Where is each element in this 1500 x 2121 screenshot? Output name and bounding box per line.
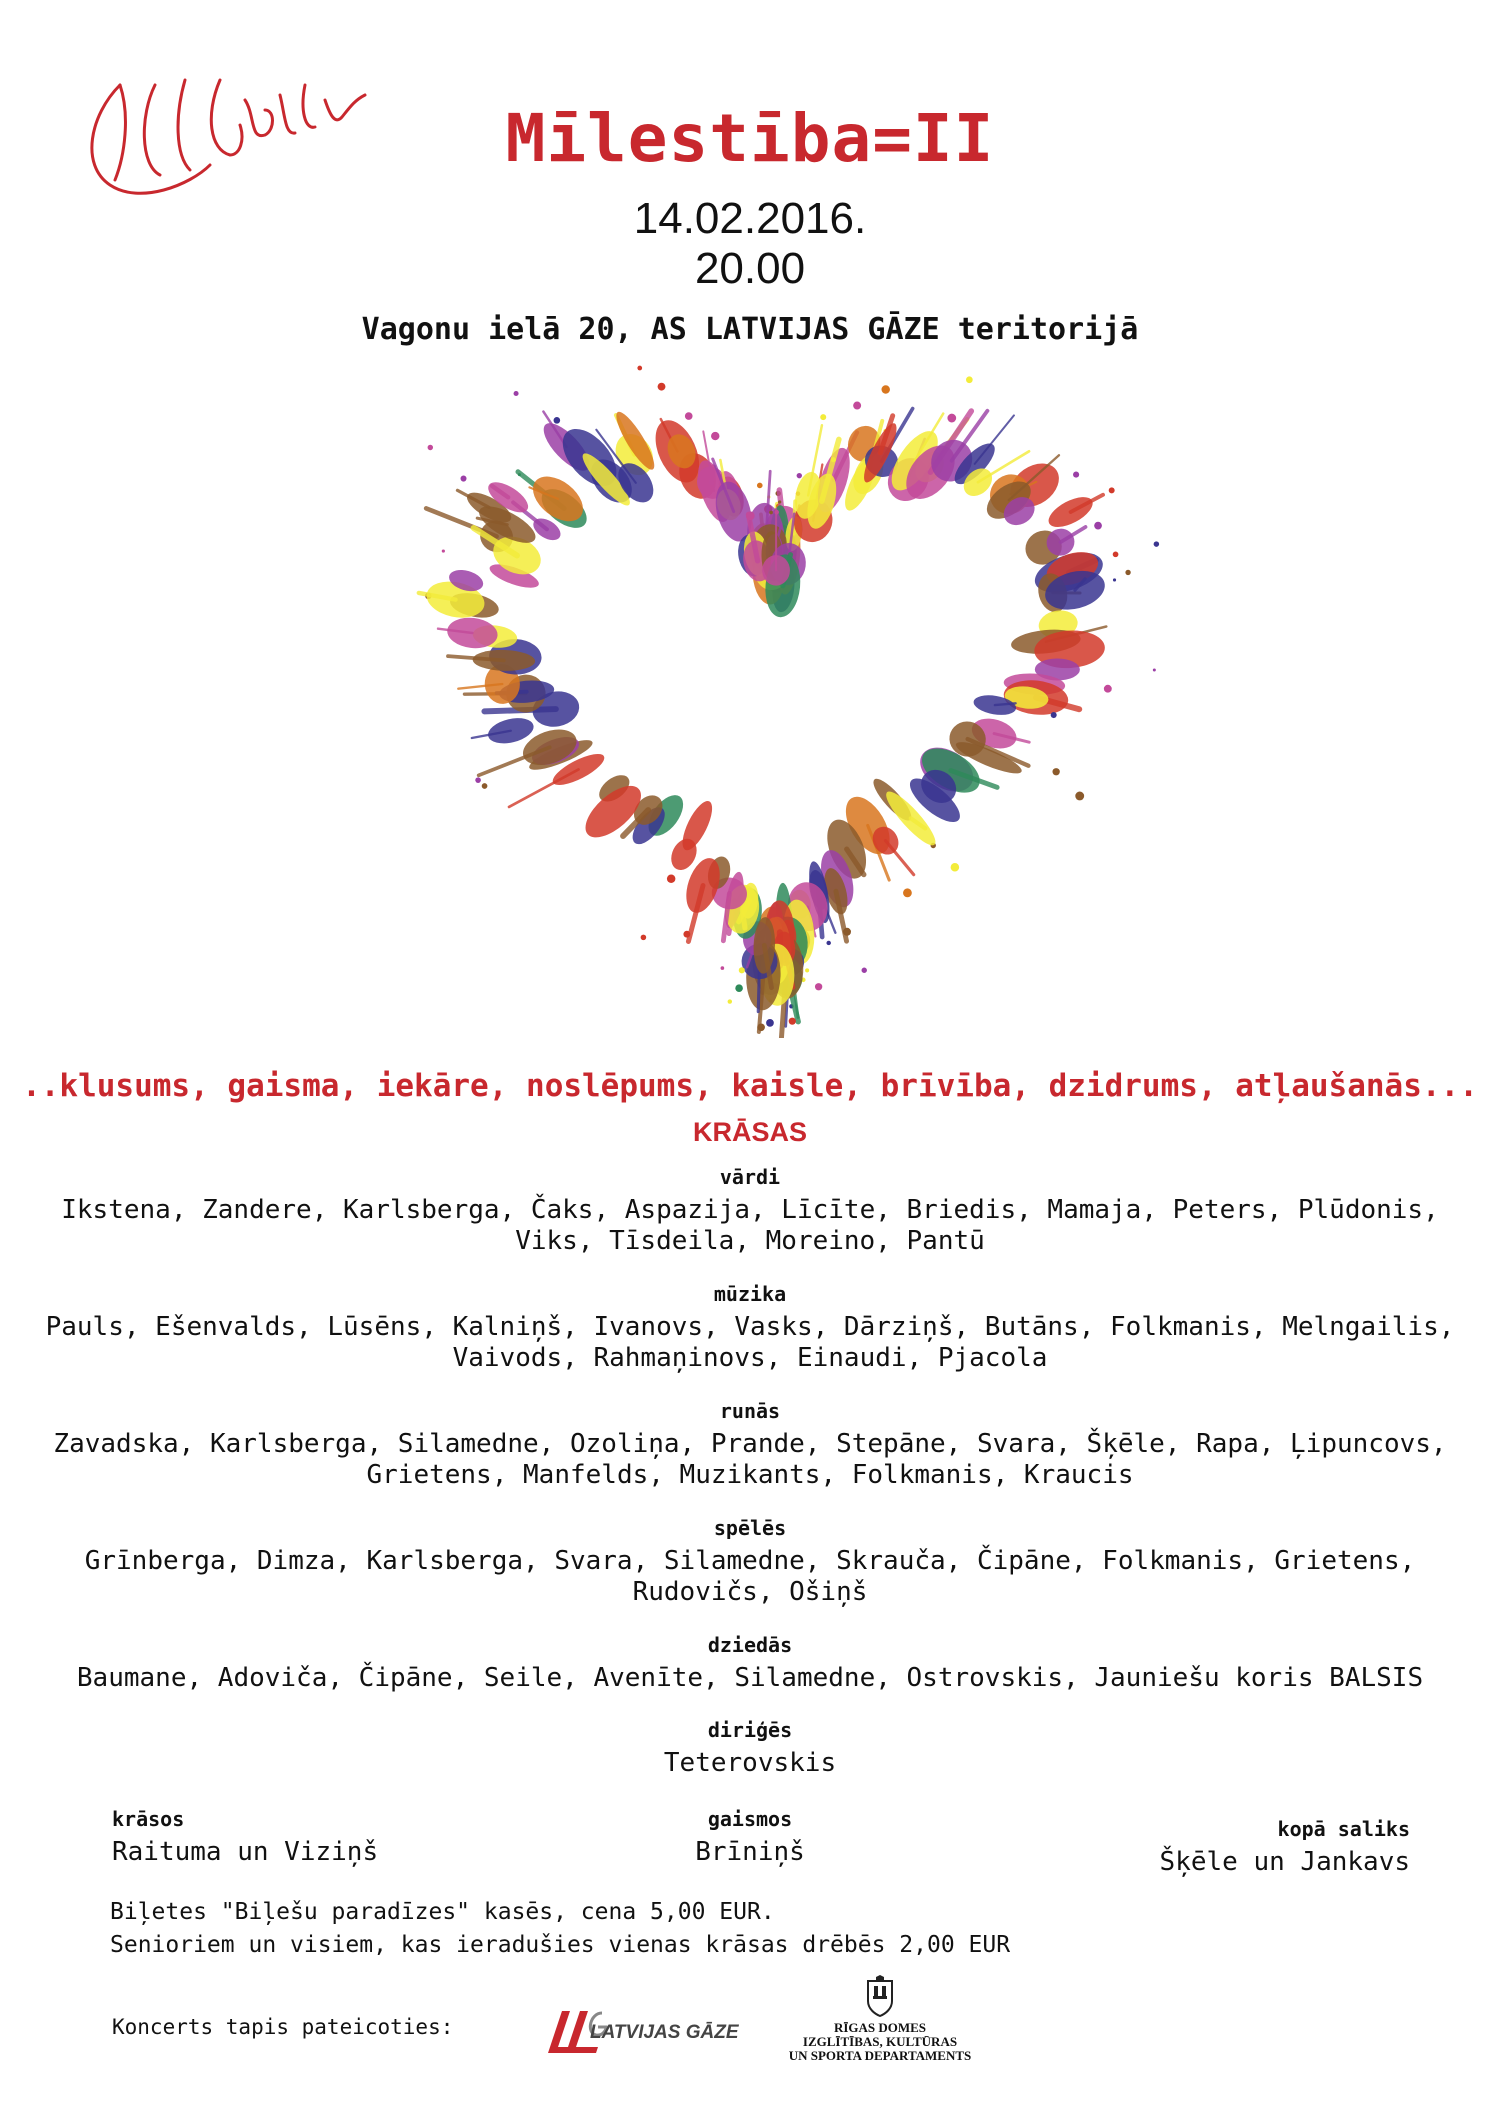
paint-droplet [1113, 578, 1116, 581]
credit-label: diriģēs [707, 1718, 793, 1742]
credit-label: dziedās [707, 1633, 793, 1657]
paint-droplet [475, 777, 481, 783]
riga-logo-line: IZGLĪTĪBAS, KULTŪRAS [802, 2034, 958, 2049]
credit-label: spēlēs [713, 1516, 787, 1540]
themes-line: ..klusums, gaisma, iekāre, noslēpums, kaisle, brīvība, dzidrums, atļaušanās... [22, 1068, 1478, 1104]
paint-droplet [482, 783, 488, 789]
paint-droplet [1051, 712, 1057, 718]
riga-crest-icon [865, 1975, 895, 2017]
credit-names: Teterovskis [663, 1748, 837, 1778]
credit-names: Grīnberga, Dimza, Karlsberga, Svara, Silamedne, Skrauča, Čipāne, Folkmanis, Grietens, [84, 1546, 1416, 1576]
poster-title: Mīlestība=II [505, 100, 995, 177]
latvijas-gaze-logo-text: LATVIJAS GĀZE [590, 2022, 739, 2043]
paint-droplet [778, 500, 781, 503]
paint-droplet [518, 473, 521, 476]
riga-council-department-logo [785, 1975, 975, 2075]
paint-droplet [789, 1018, 796, 1025]
paint-droplet [442, 549, 445, 552]
paint-streak [742, 909, 745, 928]
paint-droplet [805, 968, 809, 972]
paint-droplet [1153, 668, 1156, 671]
paint-droplet [1109, 487, 1115, 493]
paint-droplet [820, 414, 826, 420]
paint-droplet [769, 511, 773, 515]
paint-droplet [514, 391, 519, 396]
paint-droplet [815, 983, 822, 990]
paint-droplet [711, 432, 719, 440]
paint-droplet [658, 383, 666, 391]
paint-droplet [951, 863, 960, 872]
paint-droplet [853, 402, 861, 410]
paint-droplet [739, 967, 745, 973]
credit-section-speakers [0, 1399, 1500, 1491]
paint-droplet [637, 366, 642, 371]
paint-droplet [554, 417, 561, 424]
paint-droplet [1104, 685, 1112, 693]
paint-droplet [757, 1023, 765, 1031]
credit-section-conductor [0, 1718, 1500, 1779]
paint-droplet [862, 968, 867, 973]
paint-droplet [667, 874, 675, 882]
paint-droplet [1052, 768, 1059, 775]
riga-logo-line: RĪGAS DOMES [833, 2020, 927, 2035]
paint-droplet [881, 385, 889, 393]
credit-names: Pauls, Ešenvalds, Lūsēns, Kalniņš, Ivanovs, Vasks, Dārziņš, Butāns, Folkmanis, Melngailis, [45, 1312, 1455, 1342]
paint-droplet [685, 412, 693, 420]
credit-names: Šķēle un Jankavs [1159, 1847, 1410, 1877]
paint-streak [509, 769, 578, 806]
event-venue: Vagonu ielā 20, AS LATVIJAS GĀZE teritorijā [361, 312, 1139, 347]
paint-droplet [903, 888, 912, 897]
paint-droplet [721, 966, 725, 970]
sponsors-thanks: Koncerts tapis pateicoties: [112, 2015, 454, 2039]
paint-droplet [947, 414, 956, 423]
credit-section-music [0, 1282, 1500, 1374]
credit-names: Baumane, Adoviča, Čipāne, Seile, Avenīte, Silamedne, Ostrovskis, Jauniešu koris BALSIS [76, 1663, 1424, 1693]
credit-names: Brīniņš [695, 1837, 805, 1867]
paint-droplet [428, 445, 433, 450]
credit-section-singers [0, 1633, 1500, 1694]
paint-droplet [843, 928, 851, 936]
credit-names: Zavadska, Karlsberga, Silamedne, Ozoliņa, Prande, Stepāne, Svara, Šķēle, Rapa, Ļipuncovs, [53, 1429, 1447, 1459]
paint-droplet [1125, 570, 1130, 575]
paint-droplet [1094, 522, 1102, 530]
credit-label: kopā saliks [1277, 1817, 1410, 1841]
paint-droplet [831, 457, 836, 462]
paint-droplet [735, 984, 743, 992]
credit-section-words [0, 1165, 1500, 1257]
colors-heading: KRĀSAS [692, 1117, 807, 1147]
paint-droplet [774, 510, 779, 515]
paint-droplet [757, 483, 763, 489]
paint-droplet [1075, 792, 1084, 801]
ticket-price-line: Biļetes "Biļešu paradīzes" kasēs, cena 5,00 EUR. [110, 1899, 775, 1925]
paint-droplet [966, 376, 973, 383]
credit-label: mūzika [713, 1282, 787, 1306]
paint-droplet [1113, 551, 1119, 557]
credit-names: Rudovičs, Ošiņš [632, 1577, 868, 1607]
credit-label: runās [719, 1399, 781, 1423]
credit-names: Ikstena, Zandere, Karlsberga, Čaks, Aspazija, Līcīte, Briedis, Mamaja, Peters, Plūdonis, [61, 1195, 1439, 1225]
credit-names: Grietens, Manfelds, Muzikants, Folkmanis, Kraucis [366, 1460, 1134, 1490]
ticket-discount-line: Senioriem un visiem, kas ieradušies vienas krāsas drēbēs 2,00 EUR [110, 1932, 1011, 1958]
paint-droplet [746, 511, 755, 520]
credit-assembled [1160, 1817, 1410, 1877]
paint-droplet [683, 931, 690, 938]
credit-names: Raituma un Viziņš [112, 1837, 379, 1867]
riga-logo-line: UN SPORTA DEPARTAMENTS [788, 2048, 972, 2063]
credit-label: krāsos [112, 1807, 185, 1831]
paint-droplet [797, 473, 802, 478]
ticket-info [110, 1896, 1010, 1962]
credit-names: Vaivods, Rahmaņinovs, Einaudi, Pjacola [452, 1343, 1048, 1373]
paint-streak [886, 841, 914, 875]
credit-section-players [0, 1516, 1500, 1608]
paint-droplet [728, 999, 732, 1003]
event-time: 20.00 [694, 244, 806, 293]
paint-droplet [461, 476, 467, 482]
paint-splash-heart-image [385, 358, 1165, 1038]
event-date: 14.02.2016. [633, 194, 867, 243]
paint-droplet [641, 935, 647, 941]
credit-names: Viks, Tīsdeila, Moreino, Pantū [515, 1226, 985, 1256]
paint-droplet [1154, 541, 1159, 546]
credit-label: vārdi [719, 1165, 781, 1189]
paint-droplet [826, 941, 830, 945]
paint-droplet [766, 1019, 774, 1027]
paint-droplet [1073, 472, 1079, 478]
credit-label: gaismos [707, 1807, 793, 1831]
